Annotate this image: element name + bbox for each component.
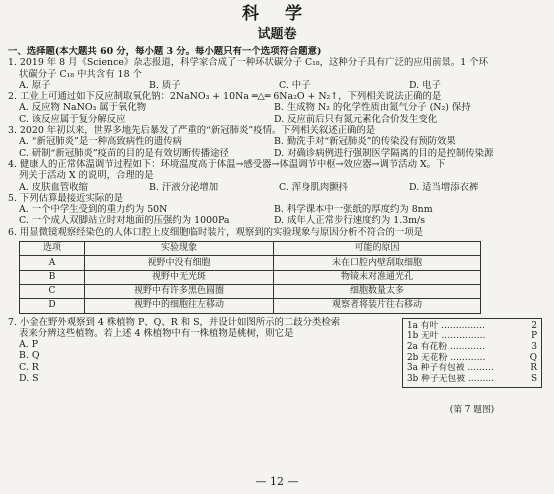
key-line-text: 2b 无花粉 ………… bbox=[407, 352, 486, 363]
section-heading: 一、选择题(本大题共 60 分，每小题 3 分。每小题只有一个选项符合题意) bbox=[8, 46, 322, 57]
table-header-phenomenon: 实验现象 bbox=[85, 242, 274, 256]
q2-option-d: D. 反应前后只有氮元素化合价发生变化 bbox=[274, 113, 438, 125]
q7-option-b: B. Q bbox=[19, 350, 40, 362]
q7-stem-1: 7. 小金在野外观察到 4 株植物 P、Q、R 和 S，并设计如图所示的二歧分类检索 bbox=[8, 316, 341, 328]
q7-option-d: D. S bbox=[19, 373, 39, 385]
q2-stem: 2. 工业上可通过如下反应制取氧化钠：2NaNO₃ + 10Na ═△═ 6Na₂O + N₂↑，下列相关说法正确的是 bbox=[8, 91, 442, 103]
q4-option-a: A. 皮肤血管收缩 bbox=[19, 181, 88, 193]
key-line-text: 3a 种子有包被 ……… bbox=[407, 363, 494, 374]
table-cell-option: D bbox=[20, 299, 85, 313]
q2-option-b: B. 生成物 N₂ 的化学性质由氮气分子 (N₂) 保持 bbox=[274, 102, 471, 114]
page-subtitle: 试题卷 bbox=[257, 27, 297, 42]
table-row bbox=[20, 256, 481, 270]
q4-option-d: D. 适当增添衣裤 bbox=[409, 181, 479, 193]
key-line bbox=[407, 353, 537, 364]
q7-option-a: A. P bbox=[19, 339, 39, 351]
q5-options-row-1 bbox=[8, 204, 546, 215]
q5-option-a: A. 一个中学生受到的重力约为 50N bbox=[19, 204, 168, 216]
q1-option-a: A. 原子 bbox=[19, 79, 51, 91]
q4-stem-1: 4. 健康人的正常体温调节过程如下：环境温度高于体温→感受器→体温调节中枢→效应器→调节活动 X。下 bbox=[8, 158, 446, 170]
q2-option-c: C. 该反应属于复分解反应 bbox=[19, 113, 126, 125]
q3-option-a: A. “新冠肺炎”是一种高致病性的遗传病 bbox=[19, 136, 182, 148]
table-cell-option: A bbox=[20, 256, 85, 270]
q3-option-b: B. 勤洗手对“新冠肺炎”的传染没有预防效果 bbox=[274, 136, 456, 148]
q7-block bbox=[8, 316, 546, 415]
table-cell-option: C bbox=[20, 284, 85, 298]
table-cell-option: B bbox=[20, 270, 85, 284]
q1-option-d: D. 电子 bbox=[409, 79, 441, 91]
q5-options-row-2 bbox=[8, 215, 546, 226]
q6-stem: 6. 用显微镜观察经染色的人体口腔上皮细胞临时装片，观察到的实验现象与原因分析不符合的一项是 bbox=[8, 226, 424, 238]
q5-option-c: C. 一个成人双脚站立时对地面的压强约为 1000Pa bbox=[19, 215, 230, 227]
questions bbox=[8, 46, 546, 415]
q7-option-c: C. R bbox=[19, 361, 39, 373]
q7-stem-2: 表来分辨这些植物。若上述 4 株植物中有一株植物是桃树，则它是 bbox=[19, 327, 294, 339]
key-line-text: 1b 无叶 …………… bbox=[407, 331, 486, 342]
page-number: — 12 — bbox=[255, 475, 299, 488]
q5-stem: 5. 下列估算最接近实际的是 bbox=[8, 192, 124, 204]
q3-stem: 3. 2020 年初以来，世界多地先后暴发了严重的“新冠肺炎”疫情。下列相关叙述正确的是 bbox=[8, 125, 376, 137]
key-line bbox=[407, 374, 537, 385]
key-line-result: S bbox=[530, 374, 537, 385]
q5-option-d: D. 成年人正常步行速度约为 1.3m/s bbox=[274, 215, 426, 227]
q5-option-b: B. 科学课本中一张纸的厚度约为 8nm bbox=[274, 204, 433, 216]
q1-stem-1: 1. 2019 年 8 月《Science》杂志报道，科学家合成了一种环状碳分子 C₁₈，这种分子具有广泛的应用前景。1 个环 bbox=[8, 57, 488, 69]
key-line-result: 2 bbox=[531, 320, 537, 331]
q3-options-row-1 bbox=[8, 136, 546, 147]
q2-options-row-2 bbox=[8, 114, 546, 125]
figure-caption: (第 7 题图) bbox=[449, 404, 495, 415]
q1-options bbox=[8, 80, 546, 91]
q4-options bbox=[8, 182, 546, 193]
table-row bbox=[20, 299, 481, 313]
q3-options-row-2 bbox=[8, 148, 546, 159]
table-header-row bbox=[20, 242, 481, 256]
q6-table bbox=[19, 241, 481, 313]
q3-option-d: D. 对确诊病例进行强制医学隔离的目的是控制传染源 bbox=[274, 147, 494, 159]
dichotomous-key bbox=[402, 318, 542, 388]
page-title: 科 学 bbox=[242, 4, 312, 24]
table-cell-reason: 物镜未对准通光孔 bbox=[274, 270, 481, 284]
q1-option-c: C. 中子 bbox=[279, 79, 311, 91]
key-line bbox=[407, 342, 537, 353]
table-cell-reason: 细胞数量太多 bbox=[274, 284, 481, 298]
key-line-result: R bbox=[530, 363, 537, 374]
key-line bbox=[407, 331, 537, 342]
table-cell-reason: 未在口腔内壁刮取细胞 bbox=[274, 256, 481, 270]
q4-option-b: B. 汗液分泌增加 bbox=[149, 181, 219, 193]
table-row bbox=[20, 270, 481, 284]
key-line-text: 3b 种子无包被 ……… bbox=[407, 374, 495, 385]
table-row bbox=[20, 284, 481, 298]
table-cell-phenomenon: 视野中没有细胞 bbox=[85, 256, 274, 270]
table-header-reason: 可能的原因 bbox=[274, 242, 481, 256]
table-header-option: 选项 bbox=[20, 242, 85, 256]
key-line bbox=[407, 321, 537, 332]
key-line-text: 2a 有花粉 ………… bbox=[407, 341, 486, 352]
q1-stem-2: 状碳分子 C₁₈ 中共含有 18 个 bbox=[19, 68, 142, 80]
key-line-result: P bbox=[531, 331, 537, 342]
q3-option-c: C. 研制“新冠肺炎”疫苗的目的是有效切断传播途径 bbox=[19, 147, 229, 159]
q1-option-b: B. 质子 bbox=[149, 79, 181, 91]
key-line-text: 1a 有叶 …………… bbox=[407, 320, 486, 331]
q4-option-c: C. 浑身肌肉颤抖 bbox=[279, 181, 349, 193]
q4-stem-2: 列关于活动 X 的说明，合理的是 bbox=[19, 170, 154, 182]
q2-options-row-1 bbox=[8, 102, 546, 113]
q2-option-a: A. 反应物 NaNO₃ 属于氧化物 bbox=[19, 102, 147, 114]
key-line-result: Q bbox=[529, 352, 537, 363]
table-cell-phenomenon: 视野中有许多黑色圆圈 bbox=[85, 284, 274, 298]
table-cell-phenomenon: 视野中的细胞往左移动 bbox=[85, 299, 274, 313]
table-cell-reason: 观察者将装片往右移动 bbox=[274, 299, 481, 313]
key-line bbox=[407, 363, 537, 374]
table-cell-phenomenon: 视野中无光斑 bbox=[85, 270, 274, 284]
key-line-result: 3 bbox=[531, 341, 537, 352]
